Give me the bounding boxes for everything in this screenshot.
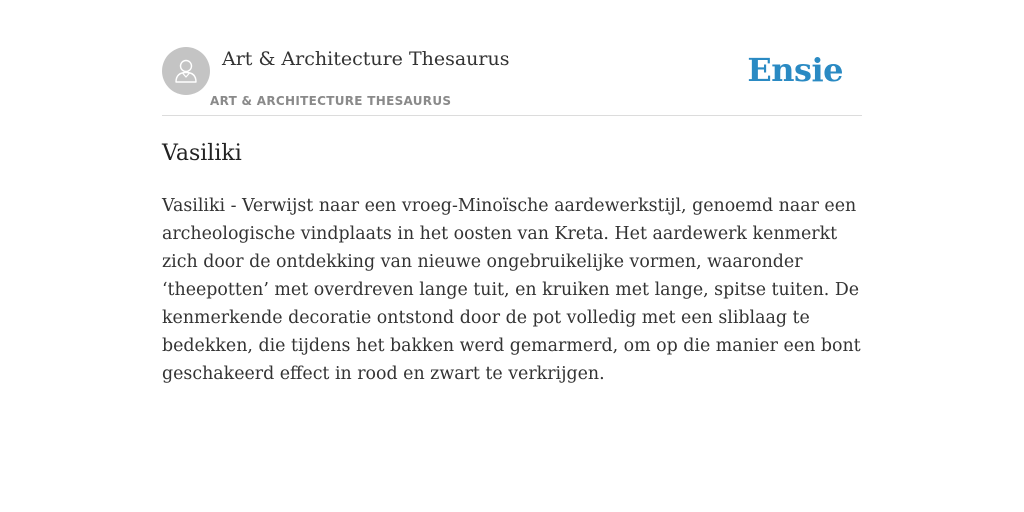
page-title: Vasiliki: [162, 141, 242, 166]
user-icon: [171, 56, 201, 86]
article-body: Vasiliki - Verwijst naar een vroeg-Minoïsche aardewerkstijl, genoemd naar een archeologische vindplaats in het oosten van Kreta. Het aardewerk kenmerkt zich door de ontdekking van nieuwe ongebruikelijke vormen, waaronder ‘theepotten’ met overdreven lange tuit, en kruiken met lange, spitse tuiten. De kenmerkende decoratie ontstond door de pot volledig met een sliblaag te bedekken, die tijdens het bakken werd gemarmerd, om op die manier een bont geschakeerd effect in rood en zwart te verkrijgen.: [162, 196, 861, 384]
ensie-logo[interactable]: Ensie: [747, 51, 843, 89]
author-header: [162, 47, 862, 116]
author-name[interactable]: Art & Architecture Thesaurus: [222, 48, 510, 70]
source-label[interactable]: ART & ARCHITECTURE THESAURUS: [210, 94, 452, 108]
avatar[interactable]: [162, 47, 210, 95]
